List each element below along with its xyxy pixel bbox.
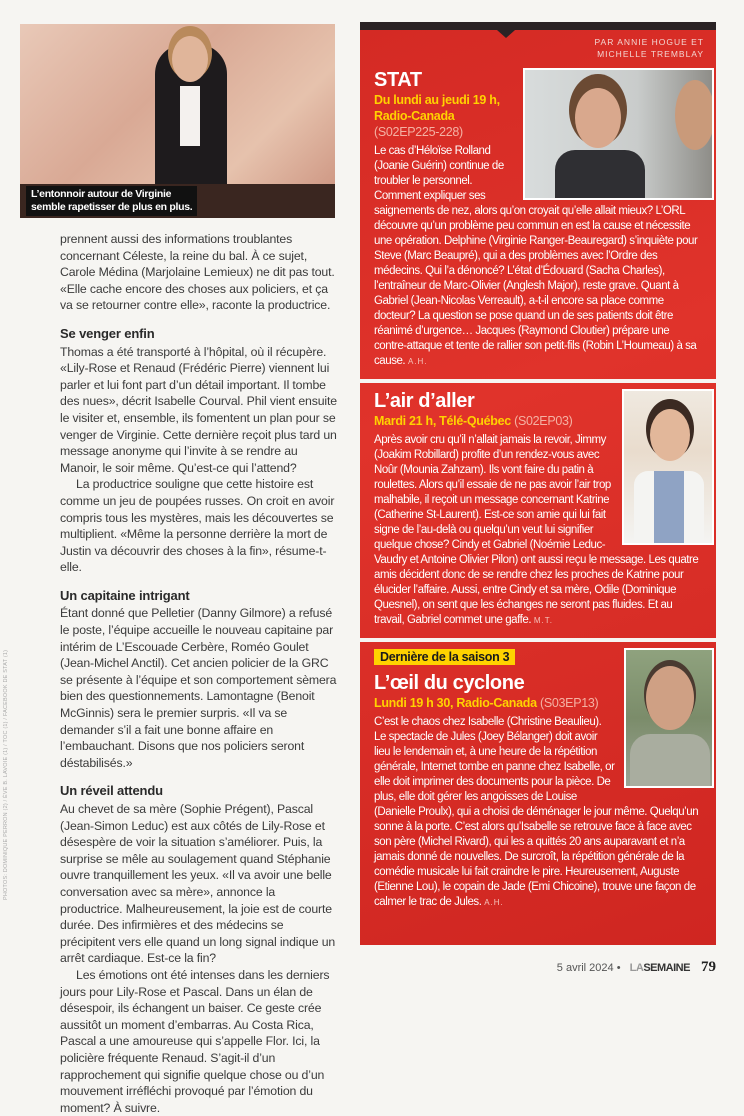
author-initials: M.T. bbox=[533, 616, 553, 625]
author-initials: A.H. bbox=[407, 357, 428, 366]
show-episode: (S03EP13) bbox=[539, 696, 599, 710]
chevron-marker bbox=[488, 22, 524, 38]
panel-top-band bbox=[360, 22, 716, 30]
show-description: Après avoir cru qu’il n’allait jamais la revoir, Jimmy (Joakim Robillard) profite d’un rendez-vous avec Noûr (Mounia Zahzam). Ils vont faire du patin à roulettes. Alors qu’il essaie de ne pas avoir l’air trop malhabile, il reçoit un message concernant Katrine (Catherine St-Laurent). Est-ce son amie qui lui fait signe de l’au-delà ou quelqu’un veut lui signifier quelque chose? Cindy et Gabriel (Noémie Leduc-Vaudry et Antoine Olivier Pilon) ont aussi reçu le message. Les quatre amis décident donc de se rendre chez les proches de Katrine pour élucider l’affaire. Aussi, entre Cindy et sa mère, Odile (Dominique Quesnel), on sent que les échanges ne seront pas fluides. Et au travail, Gabriel commet une gaffe. bbox=[374, 434, 699, 626]
separator-bullet: • bbox=[616, 962, 621, 974]
caption-line: L’entonnoir autour de Virginie bbox=[31, 188, 172, 200]
show-schedule: Lundi 19 h 30, Radio-Canada bbox=[374, 696, 537, 710]
show-loeil-du-cyclone bbox=[360, 642, 716, 914]
show-lair-daller bbox=[360, 383, 716, 632]
author-initials: A.H. bbox=[484, 898, 504, 907]
show-schedule: Du lundi au jeudi 19 h, Radio-Canada bbox=[374, 93, 500, 123]
section-heading: Se venger enfin bbox=[60, 325, 155, 341]
paragraph: La productrice souligne que cette histoire est comme un jeu de poupées russes. On croit en avoir compris tous les mystères, mais les découvertes se multiplient. «Même la personne derrière la mort de Justin va découvrir des choses à la fin», résume-t-elle. bbox=[60, 477, 335, 575]
photo-credit: PHOTOS: DOMINIQUE PERRON (2) / ÈVE B. LAVOIE (1) / TOC (1) / FACEBOOK DE STAT (1) bbox=[3, 649, 9, 900]
byline-line: PAR ANNIE HOGUE ET bbox=[594, 37, 704, 47]
byline-line: MICHELLE TREMBLAY bbox=[597, 49, 704, 59]
show-description: C’est le chaos chez Isabelle (Christine Beaulieu). Le spectacle de Jules (Joey Bélanger) doit avoir lieu le lendemain et, à une heure de la répétition générale, Internet tombe en panne chez Isabelle, or elle doit imprimer des documents pour la pièce. De plus, elle doit gérer les angoisses de Louise (Danielle Proulx), qui a choisi de déménager le jour même. Quelqu’un sonne à la porte. C’est alors qu’Isabelle se retrouve face à face avec son père (Michel Rivard), qui les a quittés 20 ans auparavant et n’a jamais donné de nouvelles. De surcroît, la répétition générale de la comédie musicale lui fait craindre le pire. Heureusement, Auguste (Etienne Lou), le copain de Jade (Emi Chicoine), trouve une façon de calmer le trac de Jules. bbox=[374, 716, 699, 908]
show-episode: (S02EP225-228) bbox=[374, 125, 463, 139]
page-number: 79 bbox=[701, 959, 716, 975]
paragraph: Étant donné que Pelletier (Danny Gilmore) a refusé le poste, l’équipe accueille le nouveau capitaine par intérim de L’Escouade Cerbère, Roméo Goulet (Jean-Michel Anctil). Cet ancien policier de la GRC se présente à l’équipe et son comportement sèmera bien des questionnements. Lamontagne (Benoit McGinnis) sera le premier surpris. «Il va se demander s’il a fait une bonne affaire en l’embauchant. Disons que nos policiers seront déstabilisés.» bbox=[60, 606, 337, 770]
magazine-logo bbox=[630, 962, 690, 974]
article-column bbox=[60, 231, 338, 1116]
stat-photo bbox=[523, 68, 714, 200]
season-finale-badge: Dernière de la saison 3 bbox=[374, 649, 515, 665]
show-episode: (S02EP03) bbox=[514, 414, 573, 428]
section-heading: Un capitaine intrigant bbox=[60, 587, 190, 603]
intro-paragraph: prennent aussi des informations troublantes concernant Céleste, la reine du bal. À ce sujet, Carole Médina (Marjolaine Lemieux) ne dit pas tout. «Elle cache encore des choses aux policiers, et ça va se retourner contre elle», raconte la productrice. bbox=[60, 232, 335, 313]
show-schedule: Mardi 21 h, Télé-Québec bbox=[374, 414, 511, 428]
paragraph: Au chevet de sa mère (Sophie Prégent), Pascal (Jean-Simon Leduc) est aux côtés de Lily-Rose et désespère de voir la situation s’améliorer. Puis, la surprise se mêle au soulagement quand Stéphanie ouvre tranquillement les yeux. «Il va avoir une belle conversation avec sa mère», annonce la productrice. Malheureusement, la joie est de courte durée. Des infirmières et des médecins se précipitent vers elle quand un long signal indique un arrêt cardiaque. Est-ce la fin? bbox=[60, 802, 336, 966]
photo-caption bbox=[26, 186, 197, 216]
paragraph: Thomas a été transporté à l’hôpital, où il récupère. «Lily-Rose et Renaud (Frédéric Pierre) viennent lui parler et lui font part d’un détail important. Il tombe des nues», décrit Isabelle Courval. Phil vient ensuite le visiter et, ensemble, ils fomentent un plan pour se venger de Virginie. Cette dernière reçoit plus tard un message anonyme qui l’invite à se rendre au Manoir, le soir même. Qu’est-ce qui l’attend? bbox=[60, 344, 337, 475]
paragraph: Les émotions ont été intenses dans les derniers jours pour Lily-Rose et Pascal. Dans un élan de désespoir, ils échangent un baiser. Ce geste crée aussitôt un moment d’embarras. Au Costa Rica, Pascal a une amoureuse qui s’appelle Flor. Ici, la policière fréquente Renaud. S’agit-il d’un rapprochement qui signifie quelque chose ou d’un mouvement irréfléchi provoqué par l’émotion du moment? À suivre. bbox=[60, 967, 330, 1115]
show-stat bbox=[360, 62, 716, 373]
show-title: L’œil du cyclone bbox=[374, 672, 525, 694]
tv-listings-panel bbox=[360, 22, 716, 945]
logo-semaine: SEMAINE bbox=[643, 962, 690, 974]
show-description: Le cas d’Héloïse Rolland (Joanie Guérin) continue de troubler le personnel. Comment expliquer ses saignements de nez, alors qu’on croyait qu’elle allait mieux? L’ORL découvre qu’un problème peu commun en est la cause et nécessite une opération. Delphine (Virginie Ranger-Beauregard) s’inquiète pour Steve (Marc Beaupré), qui a des problèmes avec l’Ordre des médecins. Qui l’a dénoncé? L’état d’Édouard (Sacha Charles), l’entraîneur de Marc-Olivier (Anglesh Major), reste grave. Quant à Gabriel (Jean-Nicolas Verreault), a-t-il encore sa place comme docteur? La question se pose quand un de ses patients doit être réanimé d’urgence… Jacques (Raymond Cloutier) prépare une contre-attaque et tente de rallier son petit-fils (Robin L’Houmeau) à sa cause. bbox=[374, 145, 698, 367]
page-footer bbox=[360, 959, 716, 976]
caption-line: semble rapetisser de plus en plus. bbox=[31, 201, 193, 213]
loeil-du-cyclone-photo bbox=[624, 648, 714, 788]
right-column bbox=[360, 22, 716, 976]
show-title: STAT bbox=[374, 69, 422, 91]
section-heading: Un réveil attendu bbox=[60, 783, 163, 799]
issue-date: 5 avril 2024 bbox=[556, 962, 614, 974]
show-title: L’air d’aller bbox=[374, 390, 475, 412]
logo-la: LA bbox=[629, 962, 644, 974]
lair-daller-photo bbox=[622, 389, 714, 545]
